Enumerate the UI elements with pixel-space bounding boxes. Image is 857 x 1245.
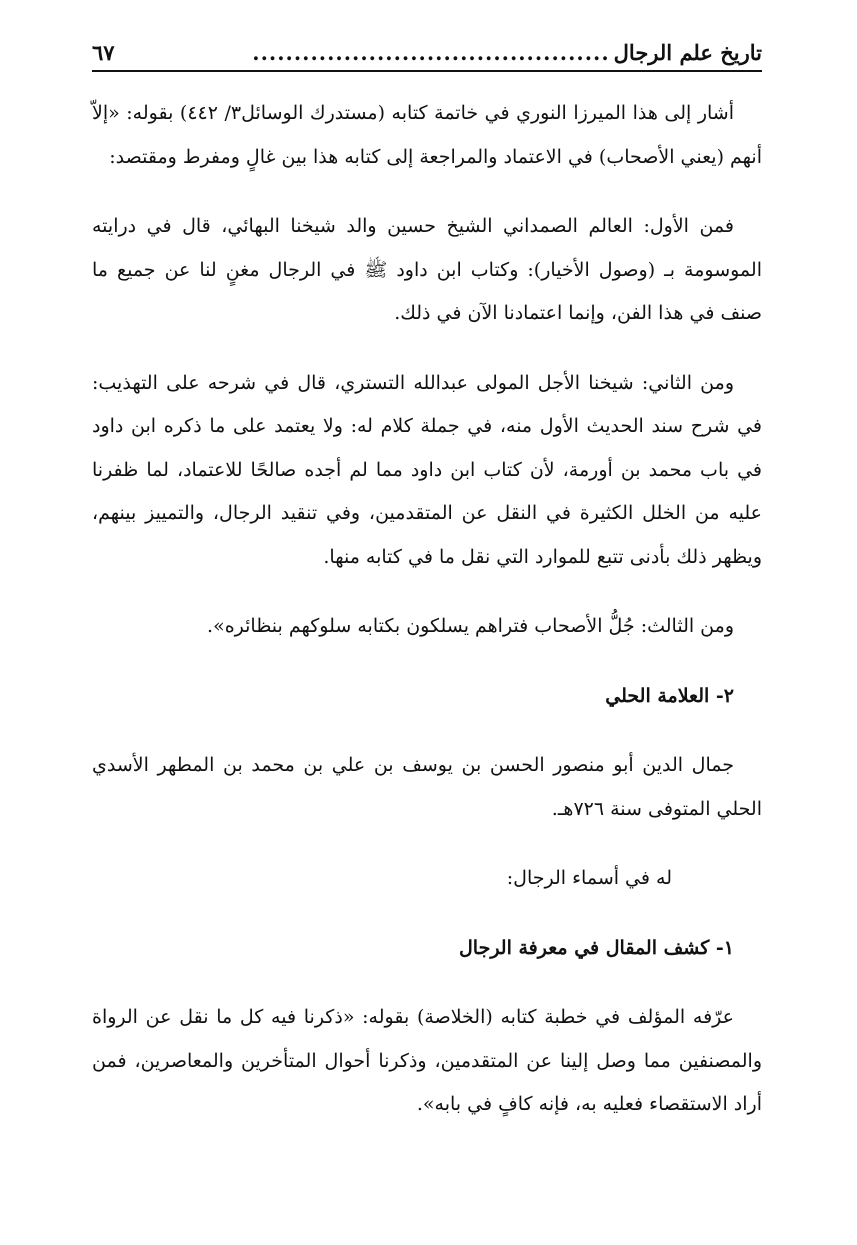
leader-dots: ........................................... bbox=[252, 40, 610, 66]
paragraph-first-group: فمن الأول: العالم الصمداني الشيخ حسين والد شيخنا البهائي، قال في درايته الموسومة بـ (وصول الأخيار): وكتاب ابن داود ﷺ في الرجال مغنٍ لنا عن جميع ما صنف في هذا الفن، وإنما اعتمادنا الآن في ذلك. bbox=[92, 215, 762, 324]
paragraph-third-group: ومن الثالث: جُلُّ الأصحاب فتراهم يسلكون بكتابه سلوكهم بنظائره». bbox=[207, 615, 734, 637]
running-title: تاريخ علم الرجال bbox=[613, 40, 762, 66]
paragraph-intro: أشار إلى هذا الميرزا النوري في خاتمة كتابه (مستدرك الوسائل٣/ ٤٤٢) بقوله: «إلاّ أنهم (يعني الأصحاب) في الاعتماد والمراجعة إلى كتابه هذا بين غالٍ ومفرط ومقتصد: bbox=[92, 102, 762, 168]
paragraph-biography: جمال الدين أبو منصور الحسن بن يوسف بن علي بن محمد بن المطهر الأسدي الحلي المتوفى سنة ٧٢٦هـ. bbox=[92, 754, 762, 820]
page-header bbox=[92, 30, 762, 72]
page-number: ٦٧ bbox=[92, 40, 115, 66]
page-body bbox=[92, 92, 762, 1153]
sub-heading: ١- كشف المقال في معرفة الرجال bbox=[458, 936, 734, 959]
paragraph-works-intro: له في أسماء الرجال: bbox=[506, 867, 672, 889]
paragraph-second-group: ومن الثاني: شيخنا الأجل المولى عبدالله التستري، قال في شرحه على التهذيب: في شرح سند الحديث الأول منه، في جملة كلام له: ولا يعتمد على ما ذكره ابن داود في باب محمد بن أورمة، لأن كتاب ابن داود مما لم أجده صالحًا للاعتماد، لما ظفرنا عليه من الخلل الكثيرة في النقل عن المتقدمين، وفي تنقيد الرجال، والتمييز بينهم، ويظهر ذلك بأدنى تتبع للموارد التي نقل ما في كتابه منها. bbox=[92, 371, 762, 568]
paragraph-khulasa: عرّفه المؤلف في خطبة كتابه (الخلاصة) بقوله: «ذكرنا فيه كل ما نقل عن الرواة والمصنفين مما وصل إلينا عن المتقدمين، وذكرنا أحوال المتأخرين والمعاصرين، فمن أراد الاستقصاء فعليه به، فإنه كافٍ في بابه». bbox=[92, 1006, 762, 1115]
section-heading: ٢- العلامة الحلي bbox=[605, 684, 734, 707]
